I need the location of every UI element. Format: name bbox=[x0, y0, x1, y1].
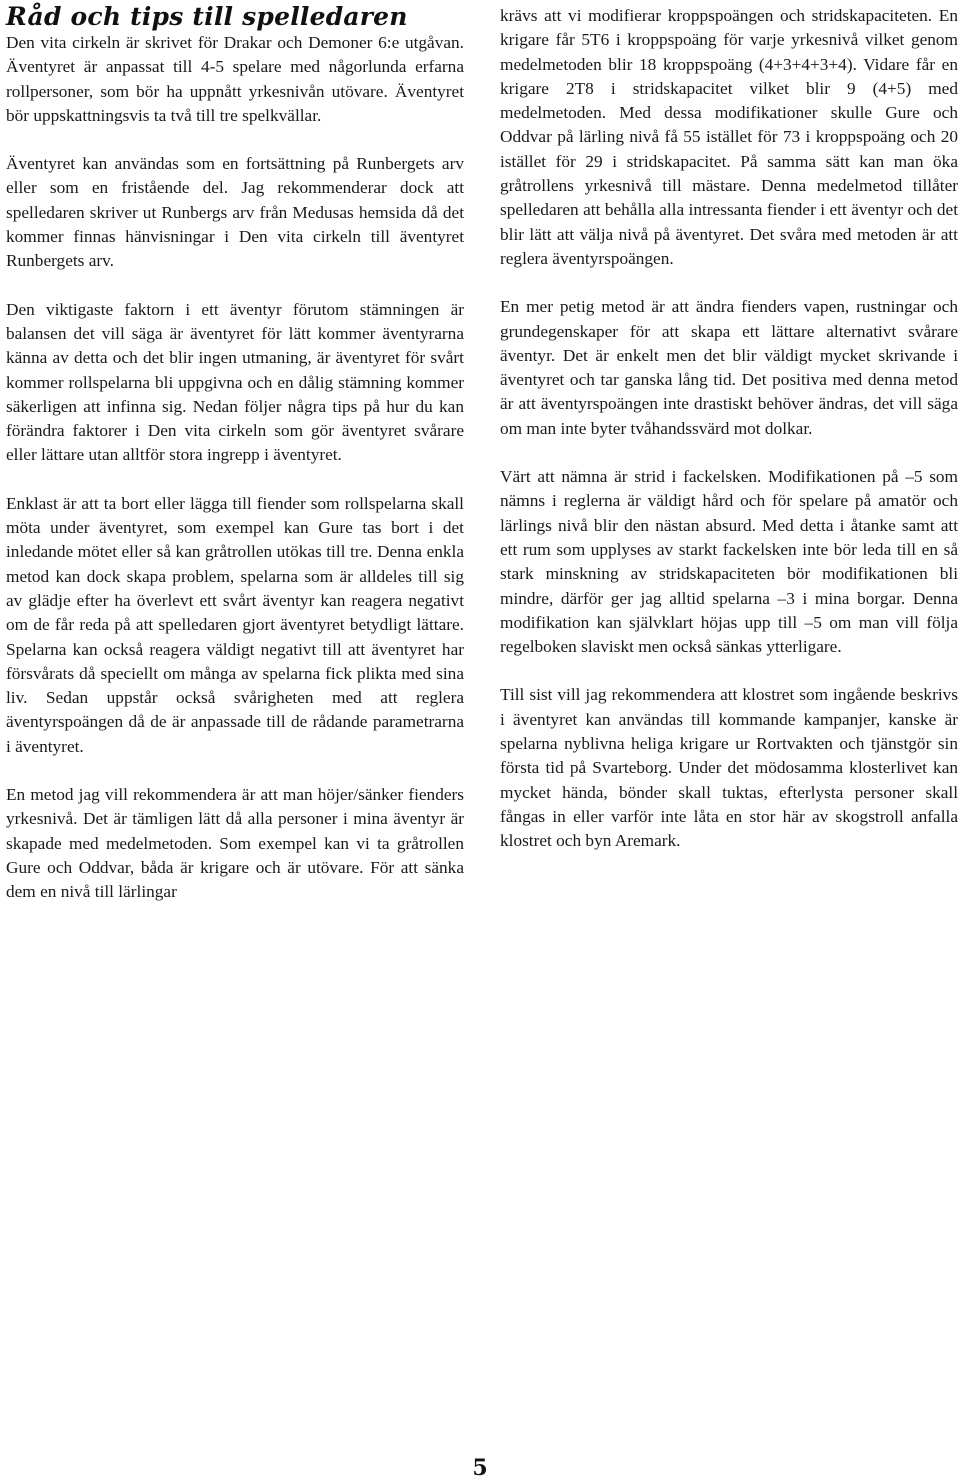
paragraph: Enklast är att ta bort eller lägga till fiender som rollspelarna skall möta under äventyret, som exempel kan Gure tas bort i det inledande mötet eller så kan gråtrollen utökas till tre. Denna enkla metod kan dock skapa problem, spelarna som är alldeles till sig av glädje efter ha överlevt ett svårt äventyr kan reagera negativt om de får reda på att spelledaren gjort äventyret betydligt lättare. Spelarna kan också reagera väldigt negativt till att äventyret har försvårats då speciellt om många av spelarna fick plikta med sina liv. Sedan uppstår också svårigheten med att reglera äventyrspoängen då de är anpassade till de rådande parametrarna i äventyret. bbox=[6, 493, 464, 756]
paragraph: En mer petig metod är att ändra fienders vapen, rustningar och grundegenskaper för att skapa ett lättare alternativt svårare äventyr. Det är enkelt men det blir väldigt mycket skrivande i äventyret och tar ganska lång tid. Det positiva med denna metod är att äventyrspoängen inte drastiskt behöver ändras, det vill säga om man inte byter tvåhandssvärd mot dolkar. bbox=[500, 297, 958, 438]
paragraph: krävs att vi modifierar kroppspoängen och stridskapaciteten. En krigare får 5T6 i kroppspoäng för varje yrkesnivå vilket genom medelmetoden blir 18 kroppspoäng (4+3+4+3+4). Vidare får en krigare 2T8 i stridskapacitet vilket blir 9 (4+5) med medelmetoden. Med dessa modifikationer skulle Gure och Oddvar på lärling nivå få 55 istället för 73 i kroppspoäng och 20 istället för 29 i stridskapacitet. På samma sätt kan man öka gråtrollens yrkesnivå till mästare. Denna medelmetod tillåter spelledaren att behålla alla intressanta fiender i ett äventyr och det blir lätt att välja nivå på äventyret. Det svåra med metoden är att reglera äventyrspoängen. bbox=[500, 6, 958, 268]
left-column bbox=[6, 0, 464, 929]
right-column bbox=[500, 0, 958, 878]
paragraph: Till sist vill jag rekommendera att klostret som ingående beskrivs i äventyret kan användas till kommande kampanjer, kanske är spelarna nyblivna heliga krigare ur Rortvakten och tjänstgör sin första tid på Svarteborg. Under det mödosamma klosterlivet kan mycket hända, bönder skall tuktas, efterlysta personer skall fångas in eller varför inte låta en stor här av skogstroll anfalla klostret och byn Aremark. bbox=[500, 685, 958, 851]
page-title: Råd och tips till spelledaren bbox=[6, 2, 408, 31]
paragraph: Den vita cirkeln är skrivet för Drakar och Demoner 6:e utgåvan. Äventyret är anpassat till 4-5 spelare med någorlunda erfarna rollpersoner, som bör ha uppnått yrkesnivån utövare. Äventyret bör uppskattningsvis ta två till tre spelkvällar. bbox=[6, 33, 464, 125]
paragraph: En metod jag vill rekommendera är att man höjer/sänker fienders yrkesnivå. Det är tämligen lätt då alla personer i mina äventyr är skapade med medelmetoden. Som exempel kan vi ta gråtrollen Gure och Oddvar, båda är krigare och är utövare. För att sänka dem en nivå till lärlingar bbox=[6, 785, 464, 902]
paragraph: Den viktigaste faktorn i ett äventyr förutom stämningen är balansen det vill säga är äventyret för lätt kommer äventyrarna känna av detta och det blir ingen utmaning, är äventyret för svårt kommer rollspelarna bli uppgivna och en dålig stämning kommer säkerligen att infinna sig. Nedan följer några tips på hur du kan förändra faktorer i Den vita cirkeln som gör äventyret svårare eller lättare utan alltför stora ingrepp i äventyret. bbox=[6, 299, 464, 465]
page-number: 5 bbox=[472, 1455, 488, 1481]
paragraph: Äventyret kan användas som en fortsättning på Runbergets arv eller som en fristående del. Jag rekommenderar dock att spelledaren skriver ut Runbergs arv från Medusas hemsida då det kommer finnas hänvisningar i Den vita cirkeln till äventyret Runbergets arv. bbox=[6, 154, 464, 271]
paragraph: Värt att nämna är strid i fackelsken. Modifikationen på –5 som nämns i reglerna är väldigt hård och för spelare på amatör och lärlings nivå blir den nästan absurd. Med detta i åtanke samt att ett rum som upplyses av starkt fackelsken inte bör leda till en så stark minskning av stridskapaciteten bör modifikationen bli mindre, därför ger jag alltid spelarna –3 i mina borgar. Denna modifikation kan självklart höjas upp till –5 om man vill följa regelboken slaviskt men också sänkas ytterligare. bbox=[500, 467, 958, 657]
